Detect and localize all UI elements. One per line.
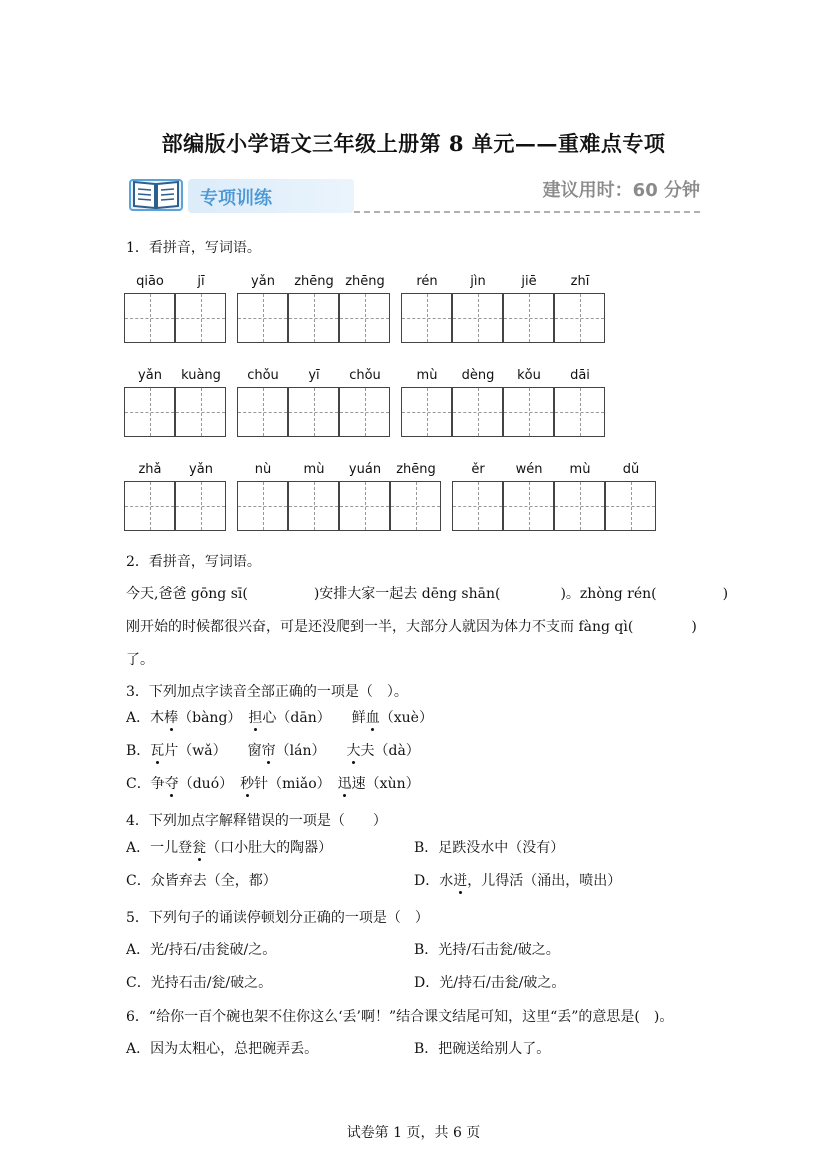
writing-box[interactable] <box>503 293 554 343</box>
question-6-option-b[interactable]: B．把碗送给别人了。 <box>414 1041 551 1057</box>
q2-text: )。zhòng rén( <box>560 586 657 602</box>
question-2-line-3: 了。 <box>126 652 154 668</box>
pinyin-label: zhǎ <box>138 462 162 477</box>
pinyin-label: yī <box>308 368 320 383</box>
writing-box[interactable] <box>554 481 605 531</box>
pinyin-label: zhēng <box>345 274 385 289</box>
writing-box[interactable] <box>175 293 226 343</box>
banner-tag-label: 专项训练 <box>200 188 272 209</box>
question-6-title: 6．“给你一百个碗也架不住你这么‘丢’啊！”结合课文结尾可知，这里“丢”的意思是( )。 <box>126 1009 674 1025</box>
pinyin-label: yǎn <box>189 462 213 477</box>
pinyin-label: zhēng <box>294 274 334 289</box>
writing-box[interactable] <box>452 293 503 343</box>
pinyin-label: mù <box>569 462 591 477</box>
writing-box[interactable] <box>288 481 339 531</box>
writing-box[interactable] <box>401 387 452 437</box>
pinyin-label: chǒu <box>247 368 279 383</box>
question-5-option-c[interactable]: C．光持石击/瓮/破之。 <box>126 975 273 991</box>
q2-text: 今天,爸爸 gōng sī( <box>126 586 248 602</box>
question-5-option-b[interactable]: B．光持/石击瓮/破之。 <box>414 942 560 958</box>
page-title: 部编版小学语文三年级上册第 8 单元——重难点专项 <box>161 131 666 156</box>
writing-box[interactable] <box>237 293 288 343</box>
pinyin-label: wén <box>515 462 543 477</box>
question-6-option-a[interactable]: A．因为太粗心，总把碗弄丢。 <box>126 1041 319 1057</box>
pinyin-label: ěr <box>471 462 485 477</box>
pinyin-label: dāi <box>570 368 590 383</box>
suggested-time: 建议用时：60 分钟 <box>542 180 700 201</box>
banner-divider <box>354 211 700 213</box>
pinyin-label: zhēng <box>396 462 436 477</box>
question-2-line-2 <box>126 617 697 637</box>
writing-box[interactable] <box>390 481 441 531</box>
writing-box[interactable] <box>175 481 226 531</box>
pinyin-label: mù <box>303 462 325 477</box>
writing-box[interactable] <box>124 293 175 343</box>
writing-box[interactable] <box>288 293 339 343</box>
question-3-option-b[interactable]: B．瓦片（wǎ） 窗帘（lán） 大夫（dà） <box>126 743 420 759</box>
writing-box[interactable] <box>339 387 390 437</box>
question-3-option-c[interactable]: C．争夺（duó） 秒针（miǎo） 迅速（xùn） <box>126 776 420 792</box>
writing-box[interactable] <box>401 293 452 343</box>
question-2-title: 2．看拼音，写词语。 <box>126 554 261 570</box>
pinyin-label: dèng <box>461 368 495 383</box>
pinyin-label: kuàng <box>181 368 221 383</box>
question-5-title: 5．下列句子的诵读停顿划分正确的一项是（ ） <box>126 910 429 926</box>
q2-text: 刚开始的时候都很兴奋，可是还没爬到一半，大部分人就因为体力不支而 fàng qì( <box>126 619 634 635</box>
question-4-option-a[interactable]: A．一儿登瓮（口小肚大的陶器） <box>126 840 333 856</box>
banner-tag <box>188 179 354 213</box>
question-5-option-d[interactable]: D．光/持石/击瓮/破之。 <box>414 975 566 991</box>
q2-text: ) <box>722 586 729 602</box>
pinyin-label: jiē <box>521 274 537 289</box>
question-1-title: 1．看拼音，写词语。 <box>126 240 261 256</box>
writing-box[interactable] <box>503 481 554 531</box>
pinyin-label: rén <box>416 274 438 289</box>
pinyin-label: zhī <box>570 274 590 289</box>
pinyin-label: qiāo <box>136 274 164 289</box>
question-3-option-a[interactable]: A．木棒（bàng） 担心（dān） 鲜血（xuè） <box>126 710 433 726</box>
pinyin-label: mù <box>416 368 438 383</box>
question-3-title: 3．下列加点字读音全部正确的一项是（ ）。 <box>126 684 408 700</box>
pinyin-label: dǔ <box>622 462 640 477</box>
question-4-option-b[interactable]: B．足跌没水中（没有） <box>414 840 565 856</box>
writing-box[interactable] <box>452 481 503 531</box>
writing-box[interactable] <box>554 387 605 437</box>
q2-text: )安排大家一起去 dēng shān( <box>313 586 501 602</box>
writing-box[interactable] <box>175 387 226 437</box>
writing-box[interactable] <box>237 481 288 531</box>
pinyin-label: jìn <box>470 274 486 289</box>
writing-box[interactable] <box>124 387 175 437</box>
writing-box[interactable] <box>554 293 605 343</box>
question-4-title: 4．下列加点字解释错误的一项是（ ） <box>126 813 387 829</box>
writing-box[interactable] <box>503 387 554 437</box>
writing-box[interactable] <box>339 293 390 343</box>
section-banner <box>128 172 700 216</box>
writing-box[interactable] <box>124 481 175 531</box>
writing-box[interactable] <box>288 387 339 437</box>
pinyin-label: yuán <box>348 462 382 477</box>
writing-box[interactable] <box>452 387 503 437</box>
writing-box[interactable] <box>237 387 288 437</box>
writing-box[interactable] <box>339 481 390 531</box>
book-icon <box>128 174 184 214</box>
writing-box[interactable] <box>605 481 656 531</box>
pinyin-label: chǒu <box>349 368 381 383</box>
pinyin-label: kǒu <box>517 368 541 383</box>
question-4-option-d[interactable]: D．水迸，儿得活（涌出，喷出） <box>414 873 622 889</box>
question-4-option-c[interactable]: C．众皆弃去（全，都） <box>126 873 277 889</box>
q2-text: ) <box>691 619 697 635</box>
question-5-option-a[interactable]: A．光/持石/击瓮破/之。 <box>126 942 277 958</box>
pinyin-label: yǎn <box>138 368 162 383</box>
pinyin-label: yǎn <box>251 274 275 289</box>
question-2-line-1 <box>126 584 728 604</box>
pinyin-label: jī <box>197 274 205 289</box>
page-footer: 试卷第 1 页，共 6 页 <box>346 1125 481 1141</box>
pinyin-label: nù <box>254 462 272 477</box>
